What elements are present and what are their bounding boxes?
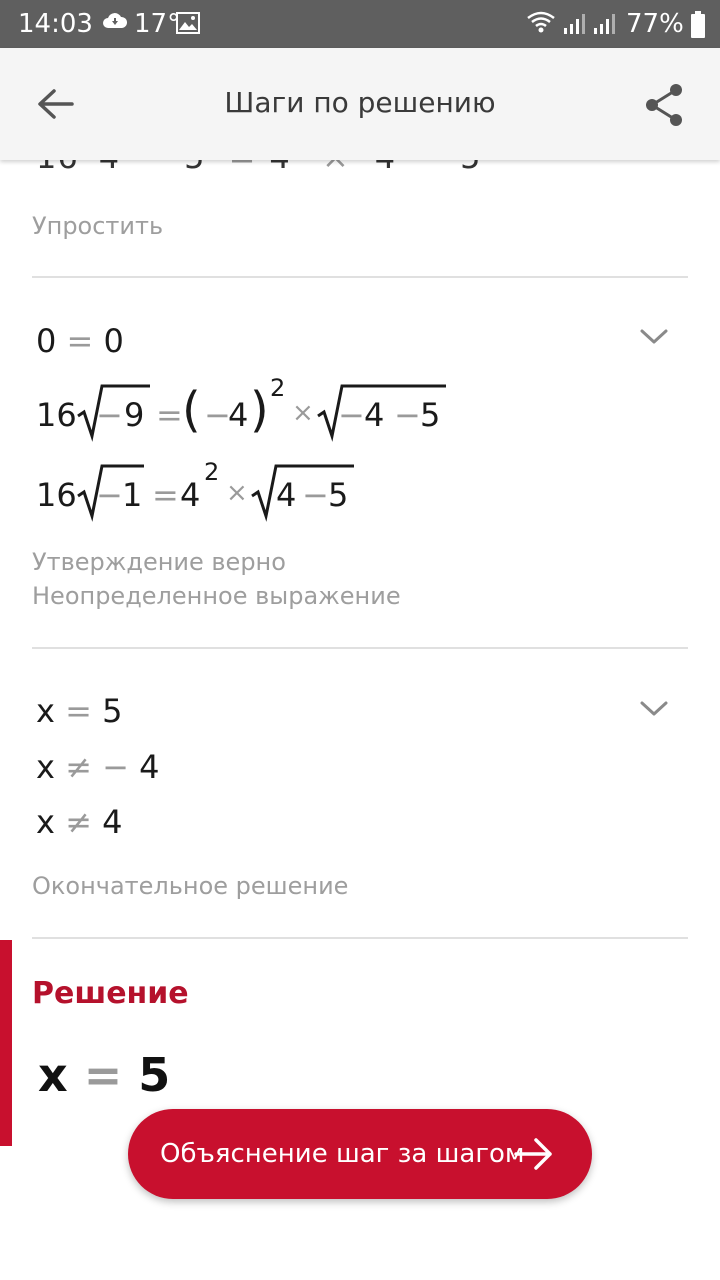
step-caption: Окончательное решение — [32, 872, 349, 900]
step-by-step-label: Объяснение шаг за шагом — [160, 1139, 525, 1169]
steps-content[interactable] — [0, 160, 720, 1280]
equation-line: x ≠ − 4 — [36, 748, 160, 786]
status-time: 14:03 — [18, 9, 93, 39]
equation-line: 16 − 1 = 4 2 × 4 − 5 — [36, 462, 396, 522]
divider — [32, 937, 688, 939]
step-by-step-button[interactable] — [128, 1109, 592, 1199]
battery-icon — [690, 11, 706, 39]
app-bar — [0, 48, 720, 160]
step-caption: Упростить — [32, 212, 164, 240]
divider — [32, 647, 688, 649]
solution-title: Решение — [32, 976, 189, 1011]
equation-line: x ≠ 4 — [36, 803, 123, 841]
divider — [32, 276, 688, 278]
step-caption: Неопределенное выражение — [32, 582, 401, 610]
signal-icon — [592, 12, 616, 36]
battery-percent: 77% — [626, 9, 684, 39]
signal-icon — [562, 12, 586, 36]
arrow-right-icon — [512, 1135, 556, 1173]
cloud-icon — [102, 10, 128, 32]
step-caption: Утверждение верно — [32, 548, 286, 576]
equation-line: 16 − 9 = ( − 4 ) 2 × − 4 − 5 — [36, 382, 476, 442]
chevron-down-icon[interactable] — [636, 696, 672, 720]
equation-line: 0 = 0 — [36, 322, 124, 360]
solution-accent-bar — [0, 940, 12, 1146]
wifi-icon — [526, 10, 556, 36]
equation-line: x = 5 — [36, 692, 123, 730]
photo-icon — [176, 12, 200, 34]
status-temperature: 17° — [134, 9, 181, 39]
share-icon[interactable] — [640, 80, 690, 130]
solution-equation: x = 5 — [38, 1048, 171, 1102]
page-title: Шаги по решению — [224, 86, 496, 119]
status-bar — [0, 0, 720, 48]
chevron-down-icon[interactable] — [636, 324, 672, 348]
